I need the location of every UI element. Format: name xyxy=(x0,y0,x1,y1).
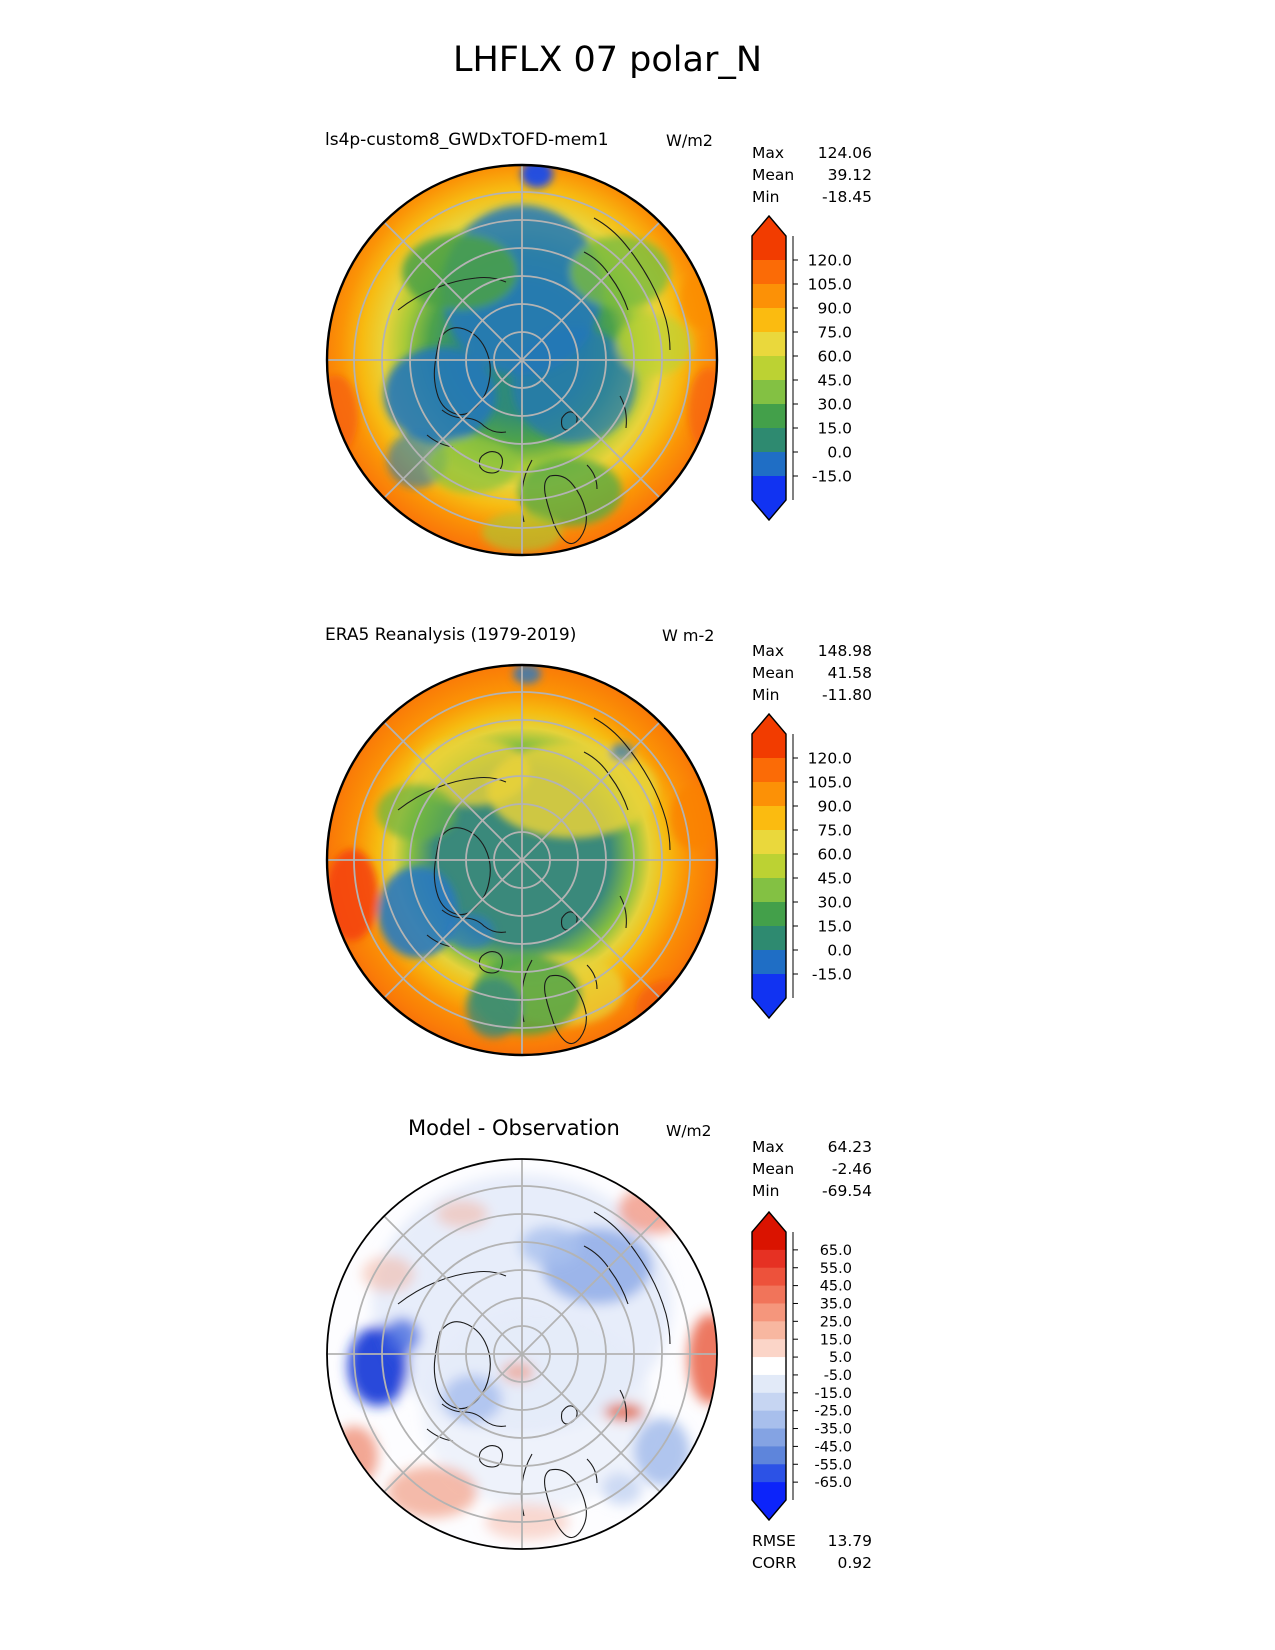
svg-text:55.0: 55.0 xyxy=(819,1260,852,1277)
svg-text:-15.0: -15.0 xyxy=(814,1385,852,1402)
stat-row xyxy=(752,1158,872,1180)
stat-label: Max xyxy=(752,642,785,660)
polar-map-difference xyxy=(322,1154,722,1554)
stat-value: 39.12 xyxy=(827,166,872,184)
colorbar-model xyxy=(748,214,898,522)
metric-label: RMSE xyxy=(752,1532,796,1550)
svg-text:-35.0: -35.0 xyxy=(814,1421,852,1438)
stat-label: Mean xyxy=(752,664,795,682)
stat-row xyxy=(752,684,872,706)
svg-text:60.0: 60.0 xyxy=(817,347,852,366)
stat-value: -18.45 xyxy=(822,188,872,206)
stat-row xyxy=(752,1136,872,1158)
stat-value: -69.54 xyxy=(822,1182,872,1200)
panel3-stats xyxy=(752,1136,872,1202)
svg-text:30.0: 30.0 xyxy=(817,395,852,414)
metric-label: CORR xyxy=(752,1554,797,1572)
panel1-units-label: W/m2 xyxy=(666,131,713,150)
stat-row xyxy=(752,662,872,684)
stat-value: -2.46 xyxy=(831,1160,872,1178)
svg-text:-25.0: -25.0 xyxy=(814,1403,852,1420)
colorbar-reference xyxy=(748,712,898,1020)
stat-row xyxy=(752,1180,872,1202)
svg-text:-45.0: -45.0 xyxy=(814,1439,852,1456)
svg-text:105.0: 105.0 xyxy=(807,275,852,294)
stat-label: Mean xyxy=(752,1160,795,1178)
panel3-metrics xyxy=(752,1530,872,1574)
stat-value: 41.58 xyxy=(827,664,872,682)
stat-value: 64.23 xyxy=(827,1138,872,1156)
svg-text:-65.0: -65.0 xyxy=(814,1475,852,1492)
panel3-units-label: W/m2 xyxy=(666,1122,712,1140)
svg-text:0.0: 0.0 xyxy=(827,941,852,960)
stat-label: Max xyxy=(752,1138,785,1156)
panel2-subtitle: ERA5 Reanalysis (1979-2019) xyxy=(325,625,577,645)
svg-text:60.0: 60.0 xyxy=(817,845,852,864)
stat-value: -11.80 xyxy=(822,686,872,704)
svg-text:120.0: 120.0 xyxy=(807,251,852,270)
svg-text:90.0: 90.0 xyxy=(817,299,852,318)
svg-text:65.0: 65.0 xyxy=(819,1242,852,1259)
stat-label: Max xyxy=(752,144,785,162)
svg-text:25.0: 25.0 xyxy=(819,1314,852,1331)
svg-text:-5.0: -5.0 xyxy=(823,1368,852,1385)
svg-text:45.0: 45.0 xyxy=(817,371,852,390)
svg-text:15.0: 15.0 xyxy=(817,917,852,936)
svg-text:0.0: 0.0 xyxy=(827,443,852,462)
stat-value: 148.98 xyxy=(817,642,872,660)
svg-text:90.0: 90.0 xyxy=(817,797,852,816)
svg-text:120.0: 120.0 xyxy=(807,749,852,768)
stat-label: Min xyxy=(752,1182,780,1200)
page-title: LHFLX 07 polar_N xyxy=(452,40,763,80)
graticule xyxy=(327,1159,717,1549)
panel3-subtitle: Model - Observation xyxy=(408,1116,620,1140)
graticule xyxy=(327,165,717,555)
stat-value: 124.06 xyxy=(817,144,872,162)
svg-text:5.0: 5.0 xyxy=(828,1350,852,1367)
stat-row xyxy=(752,640,872,662)
metric-row xyxy=(752,1552,872,1574)
stat-row xyxy=(752,186,872,208)
svg-text:75.0: 75.0 xyxy=(817,323,852,342)
svg-text:105.0: 105.0 xyxy=(807,773,852,792)
polar-map-reference xyxy=(322,660,722,1060)
svg-text:-55.0: -55.0 xyxy=(814,1457,852,1474)
metric-value: 13.79 xyxy=(827,1532,872,1550)
stat-label: Mean xyxy=(752,166,795,184)
stat-label: Min xyxy=(752,188,780,206)
graticule xyxy=(327,665,717,1055)
polar-map-model xyxy=(322,160,722,560)
colorbar-difference xyxy=(748,1210,898,1522)
svg-text:35.0: 35.0 xyxy=(819,1296,852,1313)
map-data-layer xyxy=(322,160,722,558)
svg-text:75.0: 75.0 xyxy=(817,821,852,840)
panel2-stats xyxy=(752,640,872,706)
stat-label: Min xyxy=(752,686,780,704)
svg-text:30.0: 30.0 xyxy=(817,893,852,912)
panel2-units-label: W m-2 xyxy=(662,626,715,645)
svg-text:-15.0: -15.0 xyxy=(811,467,852,486)
panel1-subtitle: ls4p-custom8_GWDxTOFD-mem1 xyxy=(325,130,609,150)
svg-text:15.0: 15.0 xyxy=(817,419,852,438)
stat-row xyxy=(752,142,872,164)
metric-value: 0.92 xyxy=(837,1554,872,1572)
stat-row xyxy=(752,164,872,186)
svg-text:45.0: 45.0 xyxy=(817,869,852,888)
svg-text:45.0: 45.0 xyxy=(819,1278,852,1295)
svg-text:-15.0: -15.0 xyxy=(811,965,852,984)
panel1-stats xyxy=(752,142,872,208)
svg-text:15.0: 15.0 xyxy=(819,1332,852,1349)
metric-row xyxy=(752,1530,872,1552)
